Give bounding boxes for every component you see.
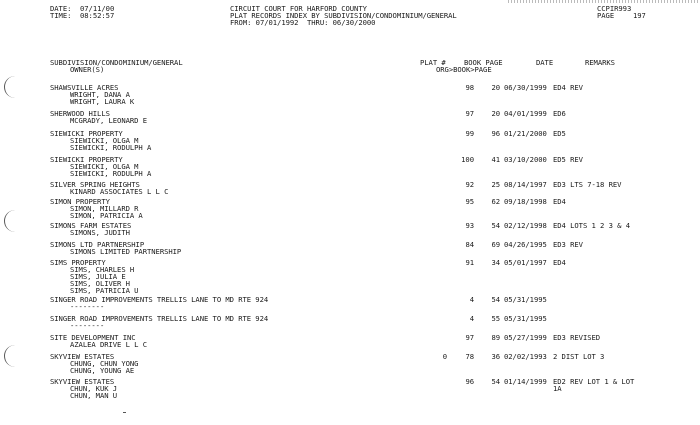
record-page: 54 bbox=[491, 221, 500, 230]
record-book: 84 bbox=[465, 240, 474, 249]
record-page: 36 bbox=[491, 352, 500, 361]
record-date: 04/26/1995 bbox=[504, 240, 547, 249]
record-name: SIEWICKI PROPERTY bbox=[50, 155, 123, 164]
record-owner: SIMS, CHARLES H bbox=[70, 265, 135, 274]
record-name: SITE DEVELOPMENT INC bbox=[50, 333, 136, 342]
record-name: SHERWOOD HILLS bbox=[50, 109, 110, 118]
record-date: 02/12/1998 bbox=[504, 221, 547, 230]
record-book: 99 bbox=[465, 129, 474, 138]
record-book: 92 bbox=[465, 180, 474, 189]
record-date: 05/31/1995 bbox=[504, 314, 547, 323]
record-page: 20 bbox=[491, 109, 500, 118]
record-page: 34 bbox=[491, 258, 500, 267]
record-book: 4 bbox=[469, 295, 474, 304]
record-page: 54 bbox=[491, 377, 500, 386]
record-remarks: ED5 REV bbox=[553, 155, 583, 164]
record-page: 25 bbox=[491, 180, 500, 189]
record-book: 93 bbox=[465, 221, 474, 230]
report-title: PLAT RECORDS INDEX BY SUBDIVISION/CONDOMINIUM/GENERAL bbox=[230, 11, 457, 20]
stray-mark bbox=[123, 412, 126, 413]
report-time: 08:52:57 bbox=[80, 11, 115, 20]
record-owner: CHUN, MAN U bbox=[70, 391, 118, 400]
report-date: 07/11/00 bbox=[80, 4, 115, 13]
record-name: SIMON PROPERTY bbox=[50, 197, 110, 206]
record-owner: -------- bbox=[70, 302, 105, 311]
record-org: 0 bbox=[442, 352, 447, 361]
record-page: 55 bbox=[491, 314, 500, 323]
record-remarks-cont: 1A bbox=[553, 384, 562, 393]
record-date: 06/30/1999 bbox=[504, 83, 547, 92]
record-name: SINGER ROAD IMPROVEMENTS TRELLIS LANE TO MD RTE 924 bbox=[50, 314, 269, 323]
record-remarks: ED4 REV bbox=[553, 83, 583, 92]
record-owner: CHUNG, CHUN YONG bbox=[70, 359, 139, 368]
col-org-book-page: ORG>BOOK>PAGE bbox=[436, 65, 492, 74]
time-label: TIME: bbox=[50, 11, 72, 20]
record-name: SKYVIEW ESTATES bbox=[50, 352, 115, 361]
record-name: SIMONS LTD PARTNERSHIP bbox=[50, 240, 145, 249]
record-book: 78 bbox=[465, 352, 474, 361]
col-date: DATE bbox=[536, 58, 554, 67]
record-owner: SIMONS LIMITED PARTNERSHIP bbox=[70, 247, 182, 256]
record-owner: SIEWICKI, RODULPH A bbox=[70, 169, 152, 178]
col-owners: OWNER(S) bbox=[70, 65, 105, 74]
record-remarks: ED4 bbox=[553, 258, 566, 267]
record-date: 01/21/2000 bbox=[504, 129, 547, 138]
punch-hole bbox=[4, 76, 19, 98]
record-remarks: ED3 LTS 7-18 REV bbox=[553, 180, 622, 189]
record-remarks: ED3 REV bbox=[553, 240, 583, 249]
record-owner: SIEWICKI, RODULPH A bbox=[70, 143, 152, 152]
date-label: DATE: bbox=[50, 4, 72, 13]
record-remarks: ED6 bbox=[553, 109, 566, 118]
record-owner: SIMONS, JUDITH bbox=[70, 228, 130, 237]
court-title: CIRCUIT COURT FOR HARFORD COUNTY bbox=[230, 4, 367, 13]
record-owner: -------- bbox=[70, 321, 105, 330]
record-remarks: ED4 LOTS 1 2 3 & 4 bbox=[553, 221, 630, 230]
record-owner: MCGRADY, LEONARD E bbox=[70, 116, 147, 125]
col-book-page: BOOK PAGE bbox=[464, 58, 503, 67]
record-name: SILVER SPRING HEIGHTS bbox=[50, 180, 140, 189]
record-date: 03/10/2000 bbox=[504, 155, 547, 164]
record-owner: CHUNG, YOUNG AE bbox=[70, 366, 135, 375]
page-label: PAGE bbox=[597, 11, 615, 20]
record-remarks: ED4 bbox=[553, 197, 566, 206]
perforation-strip bbox=[508, 0, 698, 3]
record-date: 05/27/1999 bbox=[504, 333, 547, 342]
record-owner: SIEWICKI, OLGA M bbox=[70, 136, 139, 145]
record-page: 54 bbox=[491, 295, 500, 304]
record-page: 62 bbox=[491, 197, 500, 206]
record-name: SKYVIEW ESTATES bbox=[50, 377, 115, 386]
record-date: 08/14/1997 bbox=[504, 180, 547, 189]
page-number: 197 bbox=[633, 11, 646, 20]
record-book: 97 bbox=[465, 333, 474, 342]
record-date: 01/14/1999 bbox=[504, 377, 547, 386]
record-date: 05/01/1997 bbox=[504, 258, 547, 267]
punch-hole bbox=[4, 210, 19, 232]
record-name: SIMONS FARM ESTATES bbox=[50, 221, 132, 230]
record-remarks: ED3 REVISED bbox=[553, 333, 601, 342]
record-name: SINGER ROAD IMPROVEMENTS TRELLIS LANE TO MD RTE 924 bbox=[50, 295, 269, 304]
record-owner: SIEWICKI, OLGA M bbox=[70, 162, 139, 171]
record-name: SIEWICKI PROPERTY bbox=[50, 129, 123, 138]
record-remarks: 2 DIST LOT 3 bbox=[553, 352, 605, 361]
record-owner: SIMS, OLIVER H bbox=[70, 279, 130, 288]
record-book: 4 bbox=[469, 314, 474, 323]
record-page: 89 bbox=[491, 333, 500, 342]
col-plat: PLAT # bbox=[420, 58, 446, 67]
record-owner: SIMS, JULIA E bbox=[70, 272, 126, 281]
record-owner: CHUN, KUK J bbox=[70, 384, 118, 393]
record-book: 96 bbox=[465, 377, 474, 386]
record-date: 09/18/1998 bbox=[504, 197, 547, 206]
record-remarks: ED2 REV LOT 1 & LOT bbox=[553, 377, 635, 386]
report-id: CCPIR993 bbox=[597, 4, 632, 13]
record-name: SIMS PROPERTY bbox=[50, 258, 106, 267]
record-owner: SIMON, PATRICIA A bbox=[70, 211, 143, 220]
col-remarks: REMARKS bbox=[585, 58, 615, 67]
record-owner: KINARD ASSOCIATES L L C bbox=[70, 187, 169, 196]
record-page: 69 bbox=[491, 240, 500, 249]
record-book: 97 bbox=[465, 109, 474, 118]
record-page: 96 bbox=[491, 129, 500, 138]
record-book: 95 bbox=[465, 197, 474, 206]
record-owner: SIMON, MILLARD R bbox=[70, 204, 139, 213]
record-date: 04/01/1999 bbox=[504, 109, 547, 118]
record-date: 05/31/1995 bbox=[504, 295, 547, 304]
record-owner: SIMS, PATRICIA U bbox=[70, 286, 139, 295]
record-owner: AZALEA DRIVE L L C bbox=[70, 340, 147, 349]
col-subdivision: SUBDIVISION/CONDOMINIUM/GENERAL bbox=[50, 58, 183, 67]
record-owner: WRIGHT, LAURA K bbox=[70, 97, 135, 106]
record-page: 41 bbox=[491, 155, 500, 164]
record-book: 98 bbox=[465, 83, 474, 92]
record-remarks: ED5 bbox=[553, 129, 566, 138]
record-book: 100 bbox=[461, 155, 474, 164]
punch-hole bbox=[4, 345, 19, 367]
date-range: FROM: 07/01/1992 THRU: 06/30/2000 bbox=[230, 18, 376, 27]
record-date: 02/02/1993 bbox=[504, 352, 547, 361]
record-owner: WRIGHT, DANA A bbox=[70, 90, 130, 99]
record-book: 91 bbox=[465, 258, 474, 267]
record-page: 20 bbox=[491, 83, 500, 92]
record-name: SHAWSVILLE ACRES bbox=[50, 83, 119, 92]
